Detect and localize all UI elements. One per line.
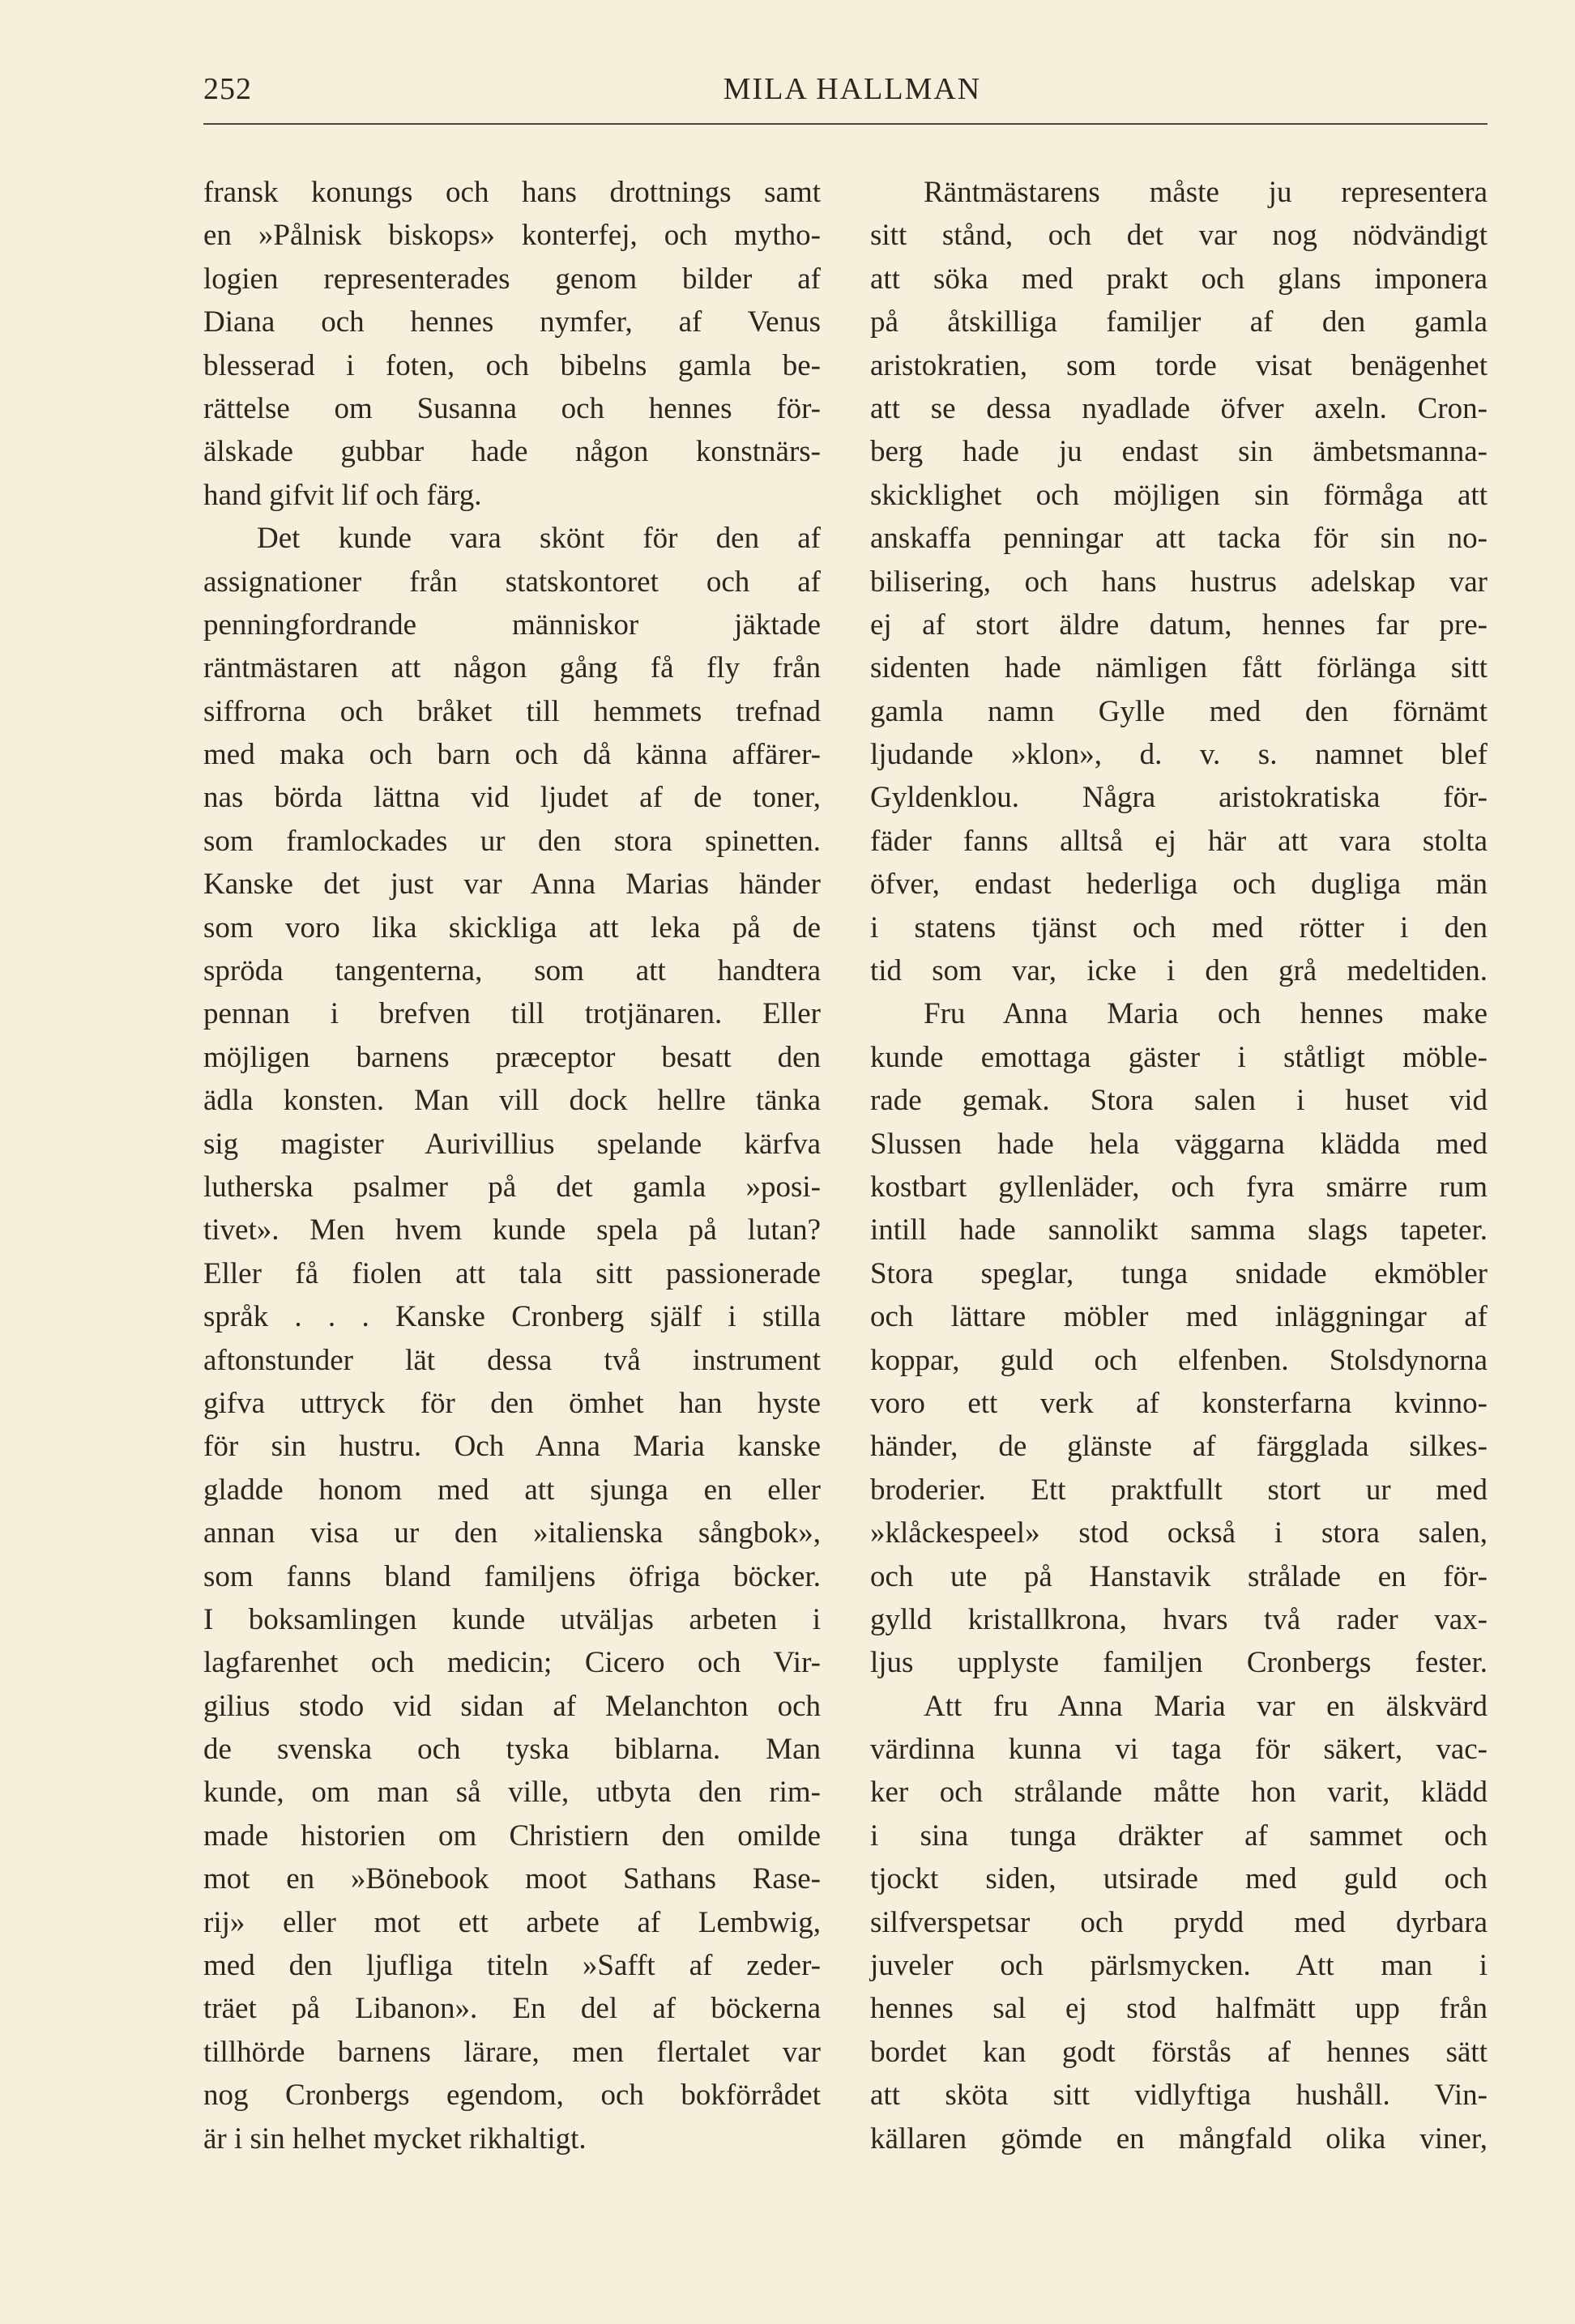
- text-line: att se dessa nyadlade öfver axeln. Cron-: [870, 391, 1488, 425]
- page-number: 252: [203, 72, 252, 106]
- text-line: att söka med prakt och glans imponera: [870, 262, 1488, 296]
- text-line: aftonstunder lät dessa två instrument: [203, 1343, 821, 1377]
- text-line: källaren gömde en mångfald olika viner,: [870, 2121, 1488, 2156]
- text-line: värdinna kunna vi taga för säkert, vac-: [870, 1733, 1488, 1767]
- text-line: med den ljufliga titeln »Safft af zeder-: [203, 1949, 821, 1983]
- text-line: de svenska och tyska biblarna. Man: [203, 1733, 821, 1767]
- text-line: Stora speglar, tunga snidade ekmöbler: [870, 1256, 1488, 1290]
- text-line: rade gemak. Stora salen i huset vid: [870, 1084, 1488, 1118]
- text-line: med maka och barn och då känna affärer-: [203, 738, 821, 772]
- text-line: spröda tangenterna, som att handtera: [203, 954, 821, 988]
- text-line: nog Cronbergs egendom, och bokförrådet: [203, 2079, 821, 2113]
- text-line: siffrorna och bråket till hemmets trefnad: [203, 694, 821, 728]
- text-line: kostbart gyllenläder, och fyra smärre rum: [870, 1170, 1488, 1204]
- text-line: och lättare möbler med inläggningar af: [870, 1300, 1488, 1334]
- text-line: hand gifvit lif och färg.: [203, 478, 482, 512]
- text-line: ker och strålande måtte hon varit, klädd: [870, 1776, 1488, 1810]
- text-line: sitt stånd, och det var nog nödvändigt: [870, 219, 1488, 253]
- text-line: bilisering, och hans hustrus adelskap var: [870, 565, 1488, 599]
- text-line: gilius stodo vid sidan af Melanchton och: [203, 1689, 821, 1723]
- text-line: logien representerades genom bilder af: [203, 262, 821, 296]
- text-line: ljudande »klon», d. v. s. namnet blef: [870, 738, 1488, 772]
- text-line: pennan i brefven till trotjänaren. Eller: [203, 997, 821, 1031]
- text-line: blesserad i foten, och bibelns gamla be-: [203, 348, 821, 382]
- text-line: händer, de glänste af färgglada silkes-: [870, 1430, 1488, 1464]
- text-line: voro ett verk af konsterfarna kvinno-: [870, 1386, 1488, 1420]
- text-line: lagfarenhet och medicin; Cicero och Vir-: [203, 1646, 821, 1680]
- running-title: MILA HALLMAN: [723, 72, 982, 106]
- text-line: ljus upplyste familjen Cronbergs fester.: [870, 1646, 1488, 1680]
- text-line: gladde honom med att sjunga en eller: [203, 1473, 821, 1507]
- text-line: juveler och pärlsmycken. Att man i: [870, 1949, 1488, 1983]
- text-line: fäder fanns alltså ej här att vara stolta: [870, 824, 1488, 858]
- text-line: tjockt siden, utsirade med guld och: [870, 1862, 1488, 1896]
- text-line: tid som var, icke i den grå medeltiden.: [870, 954, 1488, 988]
- text-line: silfverspetsar och prydd med dyrbara: [870, 1905, 1488, 1939]
- text-line: Diana och hennes nymfer, af Venus: [203, 305, 821, 339]
- text-line: penningfordrande människor jäktade: [203, 608, 821, 642]
- text-line: Fru Anna Maria och hennes make: [924, 997, 1488, 1031]
- text-line: ädla konsten. Man vill dock hellre tänka: [203, 1084, 821, 1118]
- text-line: för sin hustru. Och Anna Maria kanske: [203, 1430, 821, 1464]
- text-line: »klåckespeel» stod också i stora salen,: [870, 1516, 1488, 1550]
- text-line: I boksamlingen kunde utväljas arbeten i: [203, 1602, 821, 1636]
- text-line: nas börda lättna vid ljudet af de toner,: [203, 781, 821, 815]
- text-line: sig magister Aurivillius spelande kärfva: [203, 1127, 821, 1161]
- text-line: kunde, om man så ville, utbyta den rim-: [203, 1776, 821, 1810]
- text-line: möjligen barnens præceptor besatt den: [203, 1040, 821, 1074]
- text-line: som fanns bland familjens öfriga böcker.: [203, 1559, 821, 1593]
- text-line: en »Pålnisk biskops» konterfej, och mytho-: [203, 219, 821, 253]
- text-line: och ute på Hanstavik strålade en för-: [870, 1559, 1488, 1593]
- text-line: att sköta sitt vidlyftiga hushåll. Vin-: [870, 2079, 1488, 2113]
- text-line: annan visa ur den »italienska sångbok»,: [203, 1516, 821, 1550]
- text-line: kunde emottaga gäster i ståtligt möble-: [870, 1040, 1488, 1074]
- text-line: intill hade sannolikt samma slags tapeter.: [870, 1213, 1488, 1247]
- text-line: broderier. Ett praktfullt stort ur med: [870, 1473, 1488, 1507]
- text-line: koppar, guld och elfenben. Stolsdynorna: [870, 1343, 1488, 1377]
- text-line: skicklighet och möjligen sin förmåga att: [870, 478, 1488, 512]
- text-line: berg hade ju endast sin ämbetsmanna-: [870, 435, 1488, 469]
- text-line: som voro lika skickliga att leka på de: [203, 910, 821, 945]
- text-line: lutherska psalmer på det gamla »posi-: [203, 1170, 821, 1204]
- text-line: aristokratien, som torde visat benägenhet: [870, 348, 1488, 382]
- text-line: älskade gubbar hade någon konstnärs-: [203, 435, 821, 469]
- text-line: tillhörde barnens lärare, men flertalet var: [203, 2035, 821, 2069]
- text-column-right: [870, 171, 1488, 2160]
- text-line: är i sin helhet mycket rikhaltigt.: [203, 2121, 587, 2156]
- text-line: mot en »Bönebook moot Sathans Rase-: [203, 1862, 821, 1896]
- text-line: Gyldenklou. Några aristokratiska för-: [870, 781, 1488, 815]
- text-line: rättelse om Susanna och hennes för-: [203, 391, 821, 425]
- text-line: hennes sal ej stod halfmätt upp från: [870, 1992, 1488, 2026]
- text-line: gamla namn Gylle med den förnämt: [870, 694, 1488, 728]
- text-line: Att fru Anna Maria var en älskvärd: [924, 1689, 1488, 1723]
- text-line: assignationer från statskontoret och af: [203, 565, 821, 599]
- text-line: Räntmästarens måste ju representera: [924, 176, 1488, 209]
- text-line: Eller få fiolen att tala sitt passionerade: [203, 1256, 821, 1290]
- text-line: språk . . . Kanske Cronberg själf i stilla: [203, 1300, 821, 1334]
- text-line: Det kunde vara skönt för den af: [257, 522, 821, 556]
- text-line: som framlockades ur den stora spinetten.: [203, 824, 821, 858]
- text-line: bordet kan godt förstås af hennes sätt: [870, 2035, 1488, 2069]
- text-line: tivet». Men hvem kunde spela på lutan?: [203, 1213, 821, 1247]
- text-line: gifva uttryck för den ömhet han hyste: [203, 1386, 821, 1420]
- text-column-left: [203, 171, 821, 2160]
- text-line: Kanske det just var Anna Marias händer: [203, 868, 821, 902]
- text-line: Slussen hade hela väggarna klädda med: [870, 1127, 1488, 1161]
- header-rule: [203, 123, 1488, 125]
- text-line: på åtskilliga familjer af den gamla: [870, 305, 1488, 339]
- text-line: anskaffa penningar att tacka för sin no-: [870, 522, 1488, 556]
- text-line: rij» eller mot ett arbete af Lembwig,: [203, 1905, 821, 1939]
- text-line: räntmästaren att någon gång få fly från: [203, 651, 821, 685]
- text-line: fransk konungs och hans drottnings samt: [203, 176, 821, 209]
- text-line: made historien om Christiern den omilde: [203, 1819, 821, 1853]
- text-line: ej af stort äldre datum, hennes far pre-: [870, 608, 1488, 642]
- text-line: öfver, endast hederliga och dugliga män: [870, 868, 1488, 902]
- text-line: i statens tjänst och med rötter i den: [870, 910, 1488, 945]
- text-line: gylld kristallkrona, hvars två rader vax-: [870, 1602, 1488, 1636]
- text-line: i sina tunga dräkter af sammet och: [870, 1819, 1488, 1853]
- text-line: träet på Libanon». En del af böckerna: [203, 1992, 821, 2026]
- text-line: sidenten hade nämligen fått förlänga sitt: [870, 651, 1488, 685]
